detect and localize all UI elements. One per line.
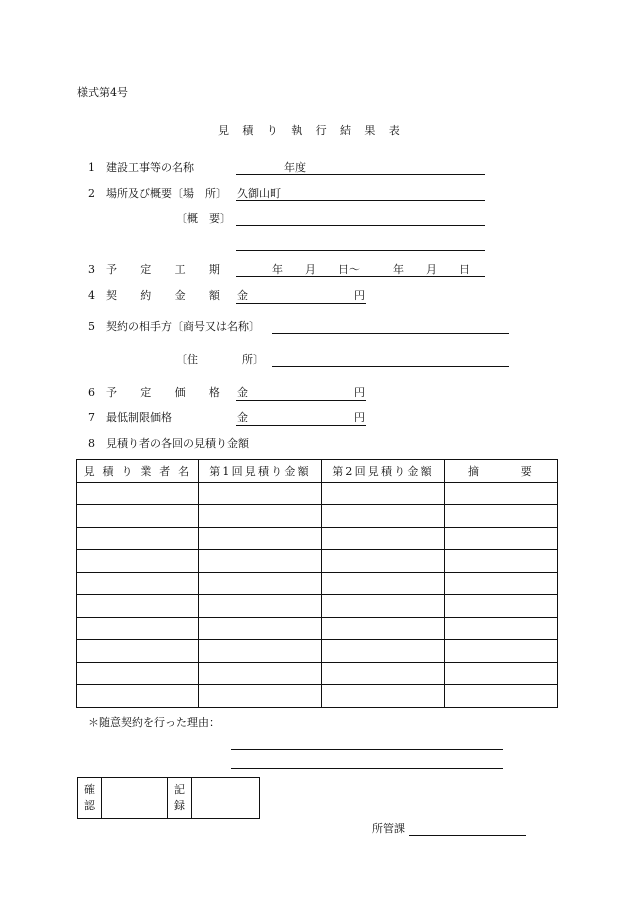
page-title: 見 積 り 執 行 結 果 表 xyxy=(218,124,405,137)
item-7-label: 最低制限価格 xyxy=(106,411,172,424)
record-label-cell xyxy=(168,778,192,819)
header-first-estimate: 第1回見積り金額 xyxy=(199,460,322,483)
table-row xyxy=(77,505,558,528)
bidder-name-cell[interactable] xyxy=(77,595,199,618)
item-5-address-underline xyxy=(272,366,509,367)
item-1-label: 建設工事等の名称 xyxy=(106,161,194,174)
first-estimate-cell[interactable] xyxy=(199,572,322,595)
first-estimate-cell[interactable] xyxy=(199,505,322,528)
item-8-label: 見積り者の各回の見積り金額 xyxy=(106,437,249,450)
item-7-prefix: 金 xyxy=(237,411,248,424)
second-estimate-cell[interactable] xyxy=(322,640,445,663)
item-3-number: 3 xyxy=(88,263,95,276)
second-estimate-cell[interactable] xyxy=(322,482,445,505)
bidder-name-cell[interactable] xyxy=(77,662,199,685)
second-estimate-cell[interactable] xyxy=(322,662,445,685)
first-estimate-cell[interactable] xyxy=(199,640,322,663)
bidder-name-cell[interactable] xyxy=(77,572,199,595)
bidder-name-cell[interactable] xyxy=(77,617,199,640)
confirm-label-cell xyxy=(78,778,102,819)
table-row xyxy=(77,527,558,550)
remarks-cell[interactable] xyxy=(445,640,558,663)
first-estimate-cell[interactable] xyxy=(199,595,322,618)
second-estimate-cell[interactable] xyxy=(322,617,445,640)
second-estimate-cell[interactable] xyxy=(322,595,445,618)
second-estimate-cell[interactable] xyxy=(322,572,445,595)
table-row xyxy=(77,572,558,595)
stamp-box xyxy=(77,777,260,819)
remarks-cell[interactable] xyxy=(445,662,558,685)
office-underline xyxy=(409,835,526,836)
item-3-underline xyxy=(236,276,485,277)
remarks-cell[interactable] xyxy=(445,572,558,595)
item-2-underline xyxy=(236,200,485,201)
item-4-prefix: 金 xyxy=(237,289,248,302)
remarks-cell[interactable] xyxy=(445,685,558,708)
item-2-value: 久御山町 xyxy=(237,187,281,200)
item-7-number: 7 xyxy=(88,411,95,424)
remarks-cell[interactable] xyxy=(445,550,558,573)
confirm-seal-field[interactable] xyxy=(102,778,168,819)
first-estimate-cell[interactable] xyxy=(199,482,322,505)
confirm-label: 確認 xyxy=(84,783,95,812)
item-2-label: 場所及び概要〔場 所〕 xyxy=(106,187,227,200)
item-2-outline-label: 〔概 要〕 xyxy=(176,212,231,225)
header-second-estimate: 第2回見積り金額 xyxy=(322,460,445,483)
table-row xyxy=(77,550,558,573)
second-estimate-cell[interactable] xyxy=(322,505,445,528)
remarks-cell[interactable] xyxy=(445,482,558,505)
item-1-underline xyxy=(236,174,485,175)
remarks-cell[interactable] xyxy=(445,617,558,640)
item-2-outline-line-2 xyxy=(236,250,485,251)
item-2-number: 2 xyxy=(88,187,95,200)
item-4-number: 4 xyxy=(88,289,95,302)
item-7-amount xyxy=(236,410,366,426)
estimate-table xyxy=(76,459,558,708)
item-1-value: 年度 xyxy=(284,161,306,174)
bidder-name-cell[interactable] xyxy=(77,482,199,505)
item-6-number: 6 xyxy=(88,386,95,399)
record-label: 記録 xyxy=(174,783,185,812)
second-estimate-cell[interactable] xyxy=(322,527,445,550)
table-row xyxy=(77,662,558,685)
item-2-outline-line-1 xyxy=(236,225,485,226)
item-6-amount xyxy=(236,385,366,401)
form-number: 様式第4号 xyxy=(77,86,128,99)
item-6-label: 予 定 価 格 xyxy=(106,386,230,399)
item-6-suffix: 円 xyxy=(354,386,365,399)
first-estimate-cell[interactable] xyxy=(199,527,322,550)
item-6-prefix: 金 xyxy=(237,386,248,399)
item-4-suffix: 円 xyxy=(354,289,365,302)
header-bidder-name: 見 積 り 業 者 名 xyxy=(77,460,199,483)
item-4-label: 契 約 金 額 xyxy=(106,289,230,302)
table-row xyxy=(77,617,558,640)
first-estimate-cell[interactable] xyxy=(199,662,322,685)
table-row xyxy=(77,482,558,505)
remarks-cell[interactable] xyxy=(445,505,558,528)
first-estimate-cell[interactable] xyxy=(199,617,322,640)
bidder-name-cell[interactable] xyxy=(77,640,199,663)
table-header-row xyxy=(77,460,558,483)
second-estimate-cell[interactable] xyxy=(322,550,445,573)
item-3-label: 予 定 工 期 xyxy=(106,263,230,276)
second-estimate-cell[interactable] xyxy=(322,685,445,708)
item-5-name-underline xyxy=(272,333,509,334)
bidder-name-cell[interactable] xyxy=(77,505,199,528)
table-row xyxy=(77,595,558,618)
record-seal-field[interactable] xyxy=(192,778,260,819)
reason-line-2 xyxy=(231,768,503,769)
item-5-number: 5 xyxy=(88,320,95,333)
table-row xyxy=(77,640,558,663)
item-3-value: 年 月 日～ 年 月 日 xyxy=(272,263,470,276)
header-remarks: 摘 要 xyxy=(445,460,558,483)
item-7-suffix: 円 xyxy=(354,411,365,424)
item-4-amount xyxy=(236,288,366,304)
item-8-number: 8 xyxy=(88,437,95,450)
remarks-cell[interactable] xyxy=(445,527,558,550)
bidder-name-cell[interactable] xyxy=(77,550,199,573)
remarks-cell[interactable] xyxy=(445,595,558,618)
bidder-name-cell[interactable] xyxy=(77,527,199,550)
first-estimate-cell[interactable] xyxy=(199,550,322,573)
item-1-number: 1 xyxy=(88,161,95,174)
reason-line-1 xyxy=(231,749,503,750)
bidder-name-cell[interactable] xyxy=(77,685,199,708)
table-body xyxy=(77,482,558,707)
office-label: 所管課 xyxy=(372,822,405,835)
reason-label: ＊随意契約を行った理由： xyxy=(88,716,220,729)
item-5-address-label: 〔住 所〕 xyxy=(176,353,264,366)
first-estimate-cell[interactable] xyxy=(199,685,322,708)
item-5-label: 契約の相手方〔商号又は名称〕 xyxy=(106,320,260,333)
table-row xyxy=(77,685,558,708)
